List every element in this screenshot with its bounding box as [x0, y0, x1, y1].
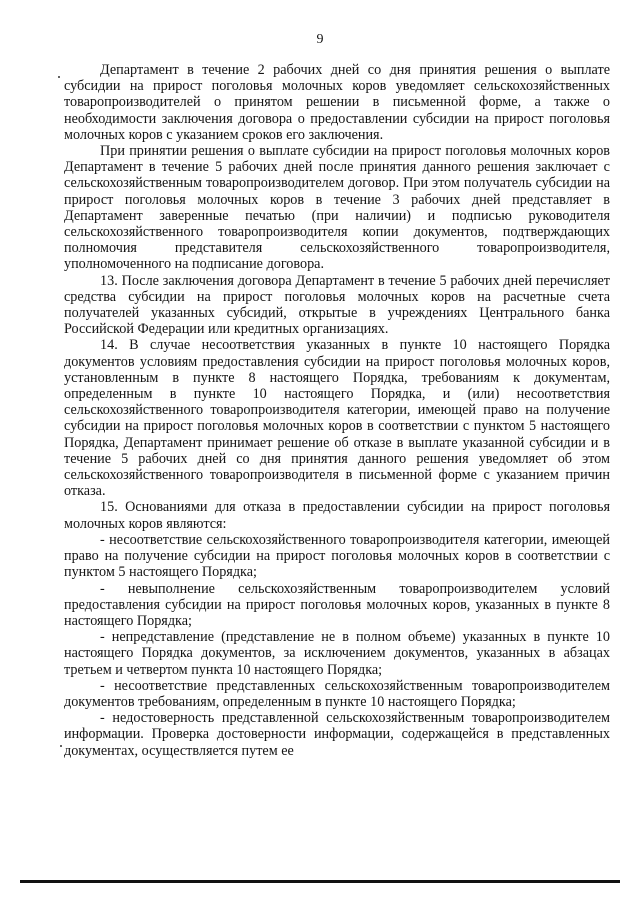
refusal-ground-false-information: - недостоверность представленной сельскохозяйственным товаропроизводителем информации. Проверка достоверности информации, содержащейся в представленных документах, осуществляется путем ее	[64, 710, 610, 759]
refusal-ground-category: - несоответствие сельскохозяйственного товаропроизводителя категории, имеющей право на получение субсидии на прирост поголовья молочных коров в соответствии с пунктом 5 настоящего Порядка;	[64, 531, 610, 581]
refusal-ground-document-mismatch: - несоответствие представленных сельскохозяйственным товаропроизводителем документов требованиям, определенным в пункте 10 настоящего Порядка;	[64, 677, 610, 710]
page-bottom-border	[20, 880, 620, 883]
page-number: 9	[316, 32, 324, 47]
paragraph-14: 14. В случае несоответствия указанных в пункте 10 настоящего Порядка документов условиям предоставления субсидии на прирост поголовья молочных коров, установленным в пункте 8 настоящего Порядка, требованиям к документам, определенным в пункте 10 настоящего Порядка, и (или) несоответствия сельскохозяйственного товаропроизводителя категории, имеющей право на получение субсидии на прирост поголовья молочных коров в соответствии с пунктом 5 настоящего Порядка, Департамент принимает решение об отказе в выплате указанной субсидии и в течение 5 рабочих дней со дня принятия данного решения уведомляет об этом сельскохозяйственного товаропроизводителя в письменной форме с указанием причин отказа.	[64, 337, 610, 500]
paragraph-notification: Департамент в течение 2 рабочих дней со дня принятия решения о выплате субсидии на прирост поголовья молочных коров уведомляет сельскохозяйственных товаропроизводителей о принятом решении в письменной форме, а также о необходимости заключения договора о предоставлении субсидии на прирост поголовья молочных коров с указанием сроков его заключения.	[64, 62, 610, 143]
scan-speck	[58, 76, 60, 78]
paragraph-contract: При принятии решения о выплате субсидии на прирост поголовья молочных коров Департамент в течение 5 рабочих дней после принятия данного решения заключает с сельскохозяйственным товаропроизводителем договор. При этом получатель субсидии на прирост поголовья молочных коров в течение 3 рабочих дней представляет в Департамент заверенные печатью (при наличии) и подписью руководителя сельскохозяйственного товаропроизводителя копии документов, подтверждающих полномочия представителя сельскохозяйственного товаропроизводителя, уполномоченного на подписание договора.	[64, 143, 610, 273]
paragraph-15: 15. Основаниями для отказа в предоставлении субсидии на прирост поголовья молочных коров являются:	[64, 499, 610, 532]
document-body	[64, 62, 610, 759]
refusal-ground-missing-documents: - непредставление (представление не в полном объеме) указанных в пункте 10 настоящего Порядка документов, за исключением документов, указанных в абзацах третьем и четвертом пункта 10 настоящего Порядка;	[64, 629, 610, 678]
scan-speck	[60, 745, 62, 747]
refusal-ground-conditions: - невыполнение сельскохозяйственным товаропроизводителем условий предоставления субсидии на прирост поголовья молочных коров, указанных в пункте 8 настоящего Порядка;	[64, 580, 610, 629]
paragraph-13: 13. После заключения договора Департамент в течение 5 рабочих дней перечисляет средства субсидии на прирост поголовья молочных коров на расчетные счета получателей указанных субсидий, открытые в учреждениях Центрального банка Российской Федерации или кредитных организациях.	[64, 272, 610, 338]
